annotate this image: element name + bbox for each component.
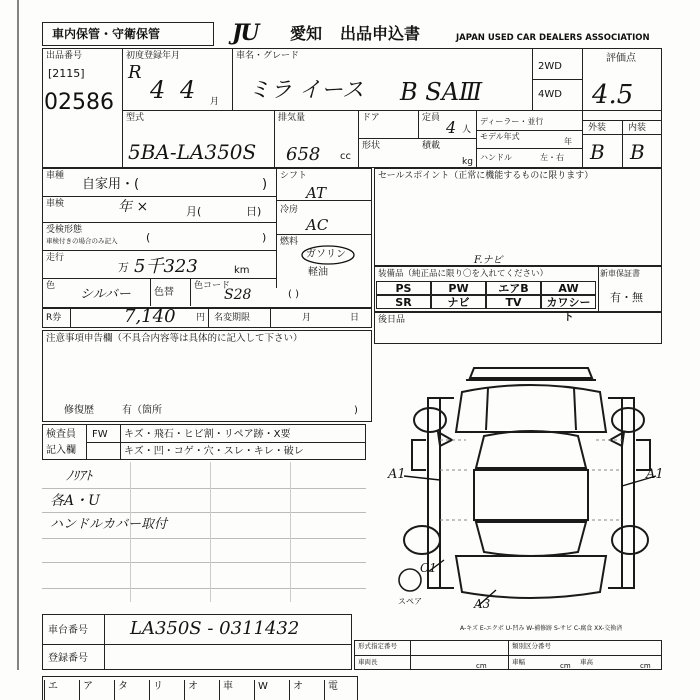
year-unit: 年: [564, 137, 572, 146]
equipment-item: PW: [431, 281, 486, 295]
repair-value: 有（箇所: [122, 405, 162, 416]
car-name: ミラ イース: [248, 78, 364, 103]
handwritten-note-1: ﾉﾘｱﾄ: [66, 469, 92, 484]
color-code: S28: [224, 287, 252, 303]
inspector-recorder: 記入欄: [46, 445, 76, 456]
door-label: ドア: [362, 113, 380, 123]
sales-point-label: セールスポイント（正常に機能するものに限ります）: [378, 171, 594, 181]
car-name-label: 車名・グレード: [236, 51, 300, 61]
equipment-item: AW: [541, 281, 596, 295]
equipment-item: TV: [486, 295, 541, 309]
usage-close: ): [262, 177, 268, 192]
recycle-row: [42, 308, 372, 328]
equipment-item: ナビ: [431, 295, 486, 309]
color-code-label: 色コード: [194, 281, 231, 291]
equipment-item: エアB: [486, 281, 541, 295]
equipment-item: SR: [376, 295, 431, 309]
form-title: 出品申込書: [340, 24, 421, 43]
strip-cell: ア: [79, 680, 114, 700]
mark-spare: C1: [420, 561, 437, 575]
handwritten-note-2: 各A・U: [50, 493, 100, 509]
form-number-label: 形式指定番号: [358, 642, 397, 650]
dealer-label: ディーラー・並行: [480, 117, 544, 126]
reg-year-2: 4: [180, 76, 196, 104]
mark-rear: A3: [474, 597, 491, 611]
strip-cell: リ: [149, 680, 184, 700]
handwritten-note-3: ハンドルカバー取付: [50, 517, 168, 532]
inspection-value: 年 ×: [118, 199, 149, 215]
chassis-label: 車台番号: [48, 625, 88, 636]
aftermarket-box: [374, 312, 662, 344]
mark-left: A1: [388, 467, 406, 482]
interior-grade: B: [630, 140, 645, 164]
registration-label: 登録番号: [48, 653, 88, 664]
equipment-item: カワシート: [541, 295, 596, 309]
name-change-month: 月: [302, 313, 312, 323]
first-reg-label: 初度登録年月: [126, 51, 181, 61]
fuel-label: 燃料: [280, 237, 299, 247]
displacement-unit: cc: [340, 151, 351, 162]
category-label: 類別区分番号: [512, 642, 551, 650]
association-name: JAPAN USED CAR DEALERS ASSOCIATION: [456, 33, 650, 43]
model-label: 型式: [126, 113, 145, 123]
fuel-gasoline: ガソリン: [306, 249, 346, 260]
inspection-day: 日): [246, 205, 262, 218]
grade: B SAⅢ: [400, 78, 483, 106]
displacement-label: 排気量: [278, 113, 306, 123]
strip-cell: 車: [219, 680, 254, 700]
strip-cell: オ: [289, 680, 324, 700]
handle-value: 左・右: [540, 153, 564, 162]
equipment-item: PS: [376, 281, 431, 295]
score-label: 評価点: [606, 53, 636, 64]
drive-4wd: 4WD: [538, 89, 562, 100]
strip-cell: オ: [184, 680, 219, 700]
equipment-note: F.ナビ: [474, 255, 503, 266]
color-change-label: 色替: [154, 287, 174, 298]
strip-cell: W: [254, 680, 289, 700]
chassis-number: LA350S - 0311432: [130, 618, 300, 639]
fw-label: FW: [92, 429, 108, 440]
lot-number: 02586: [44, 90, 114, 115]
weight-label: 積載: [422, 141, 441, 151]
cooler-value: AC: [306, 216, 329, 234]
form-paren-close: ): [262, 231, 267, 244]
exterior-label: 外装: [588, 123, 607, 133]
cooler-label: 冷房: [280, 205, 299, 215]
ju-logo: JU: [232, 20, 258, 46]
inspector-label: 検査員: [46, 429, 76, 440]
name-change-day: 日: [350, 313, 360, 323]
strip-cell: エ: [44, 680, 79, 700]
interior-label: 内装: [628, 123, 647, 133]
recycle-label: R券: [46, 313, 62, 323]
shift-value: AT: [306, 184, 327, 202]
displacement: 658: [286, 144, 321, 165]
capacity: 4: [446, 118, 457, 137]
name-change-label: 名変期限: [214, 313, 251, 323]
mark-right: A1: [646, 467, 664, 482]
inspection-month: 月(: [186, 205, 202, 218]
shift-label: シフト: [280, 171, 308, 181]
handle-label: ハンドル: [480, 153, 512, 162]
score: 4.5: [592, 80, 634, 110]
era: R: [128, 62, 142, 83]
diagram-legend: A-キズ E-エクボ U-凹み W-補修跡 S-サビ C-腐食 XX-交換済: [460, 625, 623, 632]
lot-no-label: 出品番号: [46, 51, 83, 61]
length-cm: cm: [476, 662, 487, 670]
drive-2wd: 2WD: [538, 61, 562, 72]
height-cm: cm: [640, 662, 651, 670]
recycle-unit: 円: [196, 313, 206, 323]
width-label: 車幅: [512, 658, 525, 666]
model-year-label: モデル年式: [480, 132, 520, 141]
height-label: 車高: [580, 658, 593, 666]
fuel-paren: ( ): [288, 289, 299, 300]
color-value: シルバー: [80, 287, 131, 302]
width-cm: cm: [560, 662, 571, 670]
legend-row2: キズ・凹・コゲ・穴・スレ・キレ・破レ: [124, 446, 304, 457]
exterior-grade: B: [590, 140, 605, 164]
weight-unit: kg: [462, 157, 473, 167]
sales-point-box: [374, 168, 662, 266]
inspection-label: 車検: [46, 199, 65, 209]
damage-diagram-area: [374, 344, 662, 610]
recycle-value: 7,140: [124, 306, 176, 327]
shape-label: 形状: [362, 141, 381, 151]
repair-label: 修復歴: [64, 405, 94, 416]
storage-label: 車内保管・守衛保管: [52, 27, 161, 41]
spare-label: スペア: [398, 597, 422, 606]
length-label: 車両長: [358, 658, 378, 666]
color-label: 色: [46, 281, 56, 291]
brand: 愛知: [290, 24, 323, 43]
capacity-unit: 人: [462, 125, 472, 135]
reg-year: 4: [150, 76, 166, 104]
capacity-label: 定員: [422, 113, 441, 123]
strip-cell: 電: [324, 680, 359, 700]
form-note: 車検付きの場合のみ記入: [46, 237, 118, 245]
model: 5BA-LA350S: [128, 140, 257, 164]
new-record-label: 新車保証書: [600, 269, 640, 278]
mileage-unit: km: [234, 265, 250, 276]
usage-value: 自家用・(: [82, 177, 140, 192]
legend-row1: キズ・飛石・ヒビ割・リペア跡・X要: [124, 429, 291, 440]
repair-close: ): [354, 405, 358, 416]
notice-label: 注意事項申告欄（不具合内容等は具体的に記入して下さい）: [46, 333, 303, 344]
form-label: 受検形態: [46, 225, 83, 235]
strip-cell: タ: [114, 680, 149, 700]
month-unit: 月: [210, 97, 220, 107]
mileage-prefix: 万: [118, 261, 129, 274]
mileage-label: 走行: [46, 253, 65, 263]
aftermarket-label: 後日品: [378, 315, 406, 325]
equipment-label: 装備品（純正品に限り〇を入れてください）: [378, 269, 549, 279]
lot-code: [2115]: [48, 67, 85, 80]
usage-label: 車種: [46, 171, 65, 181]
form-paren-open: (: [146, 231, 151, 244]
mileage-value: 5千323: [134, 256, 198, 277]
new-record-value: 有・無: [610, 291, 643, 304]
fuel-diesel: 軽油: [308, 267, 328, 278]
